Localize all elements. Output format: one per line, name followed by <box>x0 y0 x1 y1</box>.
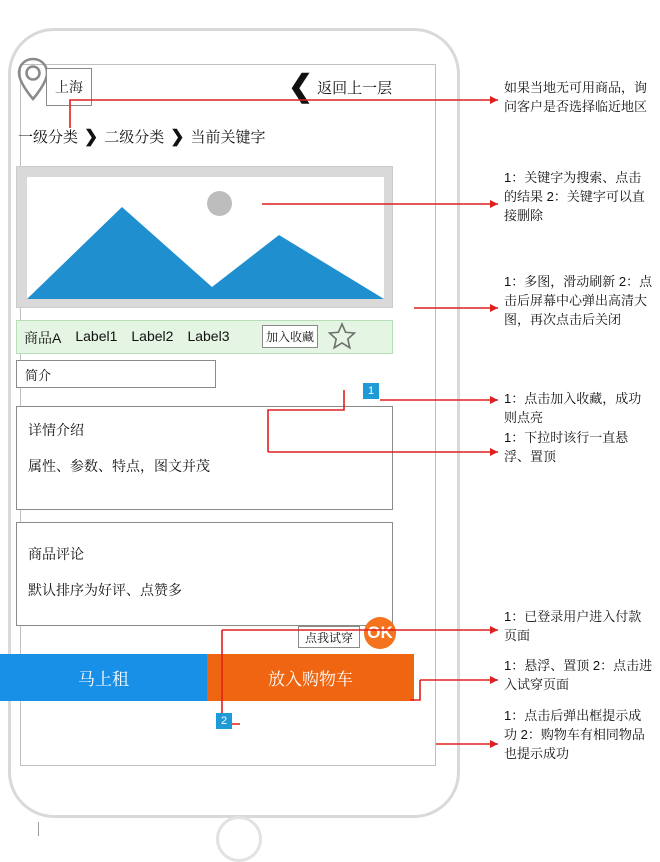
image-dot-icon <box>207 191 232 216</box>
cta-row <box>0 654 414 701</box>
breadcrumb-item-1[interactable]: 一级分类 <box>18 129 79 146</box>
back-button-label: 返回上一层 <box>317 79 393 97</box>
product-name: 商品A <box>24 330 62 346</box>
product-label-1: Label1 <box>75 328 118 344</box>
product-label-3: Label3 <box>187 328 230 344</box>
annotation-note-6: 1：已登录用户进入付款页面 <box>504 609 642 643</box>
marker-badge-2: 2 <box>216 713 232 729</box>
marker-badge-1: 1 <box>363 383 379 399</box>
page-edge-tick <box>38 822 39 836</box>
add-favorite-button[interactable]: 加入收藏 <box>262 325 318 348</box>
detail-text: 属性、参数、特点，图文并茂 <box>28 458 210 474</box>
review-text: 默认排序为好评、点赞多 <box>28 582 182 598</box>
annotation-note-1: 如果当地无可用商品，询问客户是否选择临近地区 <box>504 80 648 114</box>
phone-home-button[interactable] <box>216 816 262 862</box>
product-labels <box>24 328 229 348</box>
annotation-note-2: 1：关键字为搜索、点击的结果 2：关键字可以直接删除 <box>504 170 645 223</box>
chevron-right-icon: ❯ <box>84 126 99 146</box>
annotation-note-4: 1：点击加入收藏，成功则点亮 <box>504 391 642 425</box>
city-selector[interactable]: 上海 <box>46 68 92 106</box>
annotation-note-3: 1：多图，滑动刷新 2：点击后屏幕中心弹出高清大图，再次点击后关闭 <box>504 274 653 327</box>
breadcrumb-item-2[interactable]: 二级分类 <box>104 129 165 146</box>
annotation-note-7: 1：悬浮、置顶 2：点击进入试穿页面 <box>504 658 653 692</box>
back-chevron-icon: ❮ <box>288 70 314 103</box>
product-image[interactable] <box>27 177 384 299</box>
annotation-note-8: 1：点击后弹出框提示成功 2：购物车有相同物品也提示成功 <box>504 708 645 761</box>
product-label-2: Label2 <box>131 328 174 344</box>
add-to-cart-button[interactable]: 放入购物车 <box>207 654 414 701</box>
detail-title: 详情介绍 <box>28 422 84 438</box>
breadcrumb <box>18 126 266 147</box>
location-pin-icon <box>16 57 50 101</box>
annotation-note-5: 1：下拉时该行一直悬浮、置顶 <box>504 430 629 464</box>
review-section <box>16 522 393 626</box>
try-on-button[interactable]: 点我试穿 <box>298 626 360 648</box>
breadcrumb-item-3[interactable]: 当前关键字 <box>190 129 266 146</box>
image-placeholder-icon <box>27 177 384 299</box>
product-image-carousel[interactable] <box>16 166 393 308</box>
star-icon[interactable] <box>328 322 356 350</box>
chevron-right-icon: ❯ <box>170 126 185 146</box>
ok-circle-icon[interactable]: OK <box>364 617 396 649</box>
back-button[interactable] <box>288 72 392 102</box>
rent-now-button[interactable]: 马上租 <box>0 654 207 701</box>
product-summary-field[interactable]: 简介 <box>16 360 216 388</box>
review-title: 商品评论 <box>28 546 84 562</box>
